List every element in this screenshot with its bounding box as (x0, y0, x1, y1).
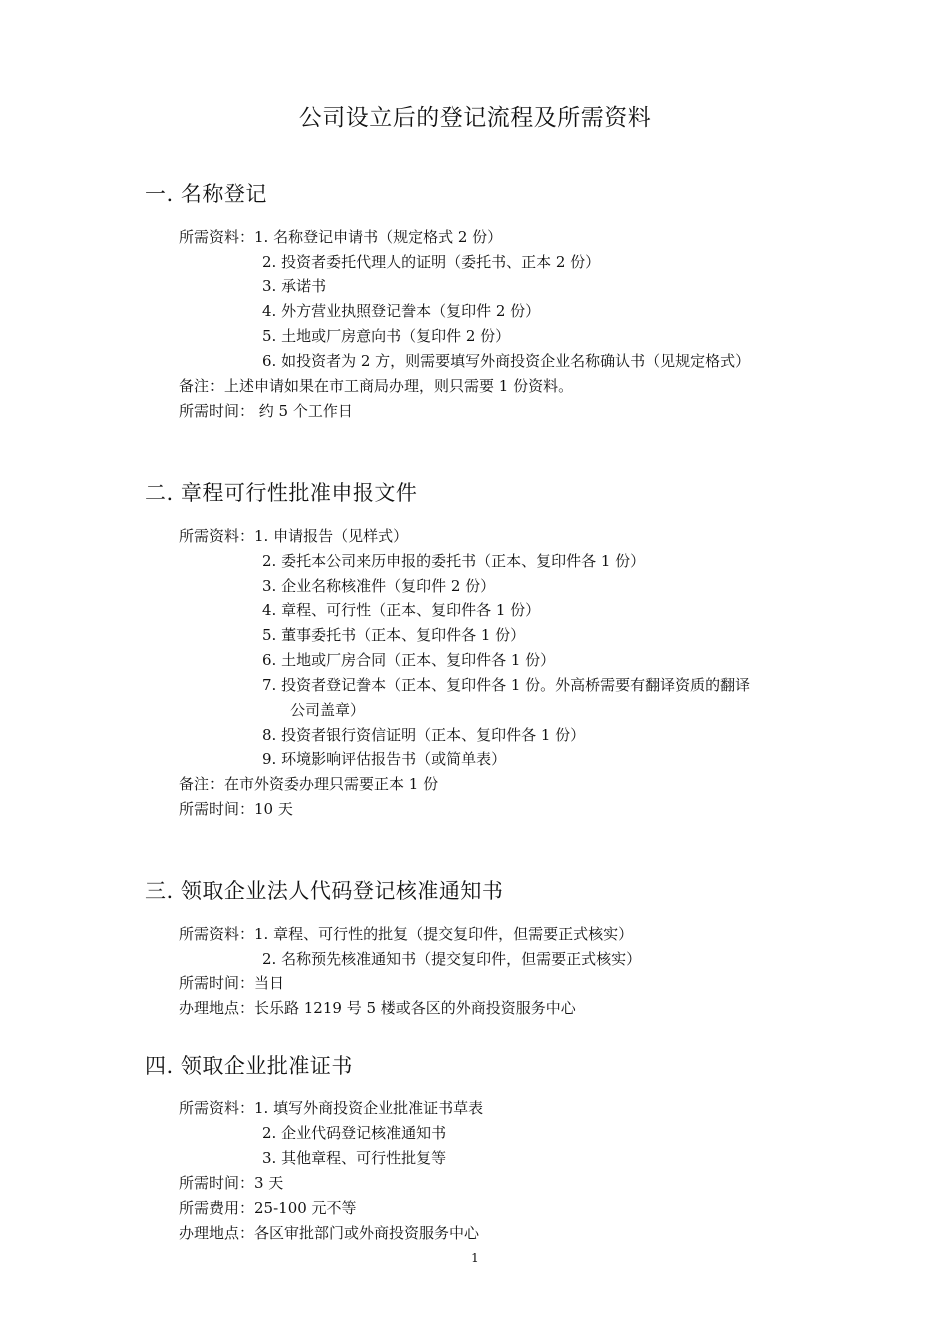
remark-line: 备注：在市外资委办理只需要正本 1 份 (179, 775, 439, 793)
required-time-line: 所需时间：当日 (179, 974, 285, 992)
required-time-line: 所需时间： 约 5 个工作日 (179, 402, 353, 420)
required-fee-line: 所需费用：25-100 元不等 (179, 1199, 357, 1217)
list-item: 2. 企业代码登记核准通知书 (262, 1124, 447, 1142)
required-materials-line: 所需资料：1. 填写外商投资企业批准证书草表 (179, 1099, 484, 1117)
document-title: 公司设立后的登记流程及所需资料 (298, 105, 652, 131)
list-item: 2. 投资者委托代理人的证明（委托书、正本 2 份） (262, 253, 601, 271)
location-line: 办理地点：各区审批部门或外商投资服务中心 (179, 1224, 480, 1242)
location-line: 办理地点：长乐路 1219 号 5 楼或各区的外商投资服务中心 (179, 999, 576, 1017)
section-heading-4: 四. 领取企业批准证书 (145, 1054, 353, 1078)
required-materials-line: 所需资料：1. 申请报告（见样式） (179, 527, 409, 545)
list-item: 2. 名称预先核准通知书（提交复印件，但需要正式核实） (262, 950, 642, 968)
list-item: 8. 投资者银行资信证明（正本、复印件各 1 份） (262, 726, 586, 744)
remark-line: 备注：上述申请如果在市工商局办理，则只需要 1 份资料。 (179, 377, 574, 395)
page-number: 1 (471, 1251, 479, 1265)
required-time-line: 所需时间：3 天 (179, 1174, 284, 1192)
list-item: 7. 投资者登记誊本（正本、复印件各 1 份。外高桥需要有翻译资质的翻译 (262, 676, 751, 694)
section-heading-1: 一. 名称登记 (145, 182, 267, 206)
section-heading-2: 二. 章程可行性批准申报文件 (145, 481, 418, 505)
required-materials-line: 所需资料：1. 章程、可行性的批复（提交复印件，但需要正式核实） (179, 925, 634, 943)
list-item: 4. 外方营业执照登记誊本（复印件 2 份） (262, 302, 541, 320)
required-time-line: 所需时间：10 天 (179, 800, 293, 818)
list-item: 6. 如投资者为 2 方，则需要填写外商投资企业名称确认书（见规定格式） (262, 352, 751, 370)
list-item: 3. 其他章程、可行性批复等 (262, 1149, 447, 1167)
list-item-continuation: 公司盖章） (290, 701, 366, 719)
required-materials-line: 所需资料：1. 名称登记申请书（规定格式 2 份） (179, 228, 503, 246)
list-item: 5. 董事委托书（正本、复印件各 1 份） (262, 626, 526, 644)
list-item: 4. 章程、可行性（正本、复印件各 1 份） (262, 601, 541, 619)
list-item: 3. 企业名称核准件（复印件 2 份） (262, 577, 496, 595)
list-item: 9. 环境影响评估报告书（或简单表） (262, 750, 507, 768)
list-item: 5. 土地或厂房意向书（复印件 2 份） (262, 327, 511, 345)
list-item: 6. 土地或厂房合同（正本、复印件各 1 份） (262, 651, 556, 669)
section-heading-3: 三. 领取企业法人代码登记核准通知书 (145, 879, 504, 903)
list-item: 2. 委托本公司来历申报的委托书（正本、复印件各 1 份） (262, 552, 646, 570)
list-item: 3. 承诺书 (262, 277, 327, 295)
